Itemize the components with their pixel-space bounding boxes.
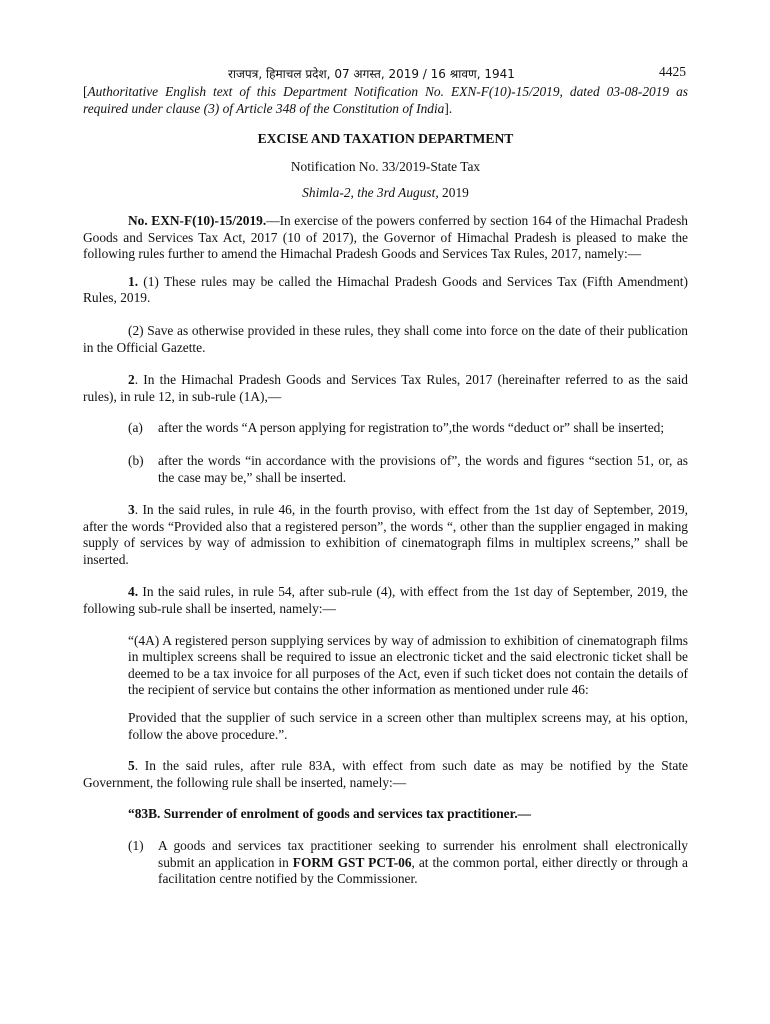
notification-number: Notification No. 33/2019-State Tax	[290, 158, 481, 174]
place-date-text: Shimla-2, the 3rd August,	[302, 185, 439, 201]
rule-4-number: 4.	[128, 584, 139, 600]
page-header	[83, 62, 688, 82]
clause-label: (a)	[128, 420, 143, 436]
clause-text: after the words “in accordance with the provisions of”, the words and figures “section 51, or, as the case may be,” shall be inserted.	[158, 452, 688, 485]
rule-2-number: 2	[128, 372, 135, 388]
department-title: EXCISE AND TAXATION DEPARTMENT	[257, 131, 514, 147]
rule-1-number: 1.	[128, 273, 139, 289]
rule-4-paragraph	[83, 584, 688, 617]
clause-text: after the words “A person applying for registration to”,the words “deduct or” shall be inserted;	[158, 420, 665, 436]
rule-2-clause-b	[83, 453, 688, 486]
authoritative-text-note	[83, 84, 688, 117]
gazette-header-hindi: राजपत्र, हिमाचल प्रदेश, 07 अगस्त, 2019 / 16 श्रावण, 1941	[228, 67, 515, 81]
subrule-text-pre: A goods and services tax practitioner seeking to surrender his enrolment shall electronically submit an application in	[158, 838, 688, 870]
form-name: FORM GST PCT-06	[292, 854, 412, 870]
rule-3-number: 3	[128, 502, 135, 518]
rule-5-text: . In the said rules, after rule 83A, with effect from such date as may be notified by the State Government, the following rule shall be inserted, namely:—	[83, 758, 688, 790]
rule-2-text: . In the Himachal Pradesh Goods and Services Tax Rules, 2017 (hereinafter referred to as the said rules), in rule 12, in sub-rule (1A),—	[83, 372, 688, 404]
rule-3-text: . In the said rules, in rule 46, in the fourth proviso, with effect from the 1st day of September, 2019, after the words “Provided also that a registered person”, the words “, other than the supplier engaged in making supply of services by way of admission to exhibition of cinematograph films in multiplex screens,” shall be inserted.	[83, 502, 688, 567]
subrule-label: (1)	[128, 838, 144, 853]
rule-2-clause-a	[83, 420, 688, 437]
rule-2-paragraph	[83, 372, 688, 405]
authoritative-text: Authoritative English text of this Department Notification No. EXN-F(10)-15/2019, dated 03-08-2019 as required under clause (3) of Article 348 of the Constitution of India	[83, 84, 688, 116]
place-date-year: 2019	[442, 185, 469, 201]
rule-5-paragraph	[83, 758, 688, 791]
preamble-text: —In exercise of the powers conferred by section 164 of the Himachal Pradesh Goods and Services Tax Act, 2017 (10 of 2017), the Governor of Himachal Pradesh is pleased to make the following rules further to amend the Himachal Pradesh Goods and Services Tax Rules, 2017, namely:—	[83, 212, 688, 262]
clause-label: (b)	[128, 452, 144, 468]
bracket-open: [	[83, 84, 88, 99]
rule-4-text: In the said rules, in rule 54, after sub-rule (4), with effect from the 1st day of September, 2019, the following sub-rule shall be inserted, namely:—	[83, 584, 688, 617]
subrule-text-post: , at the common portal, either directly or through a facilitation centre notified by the Commissioner.	[158, 854, 688, 887]
file-number: No. EXN-F(10)-15/2019.	[128, 212, 267, 228]
rule-83b-sub-1	[83, 838, 688, 888]
gazette-page	[83, 62, 688, 888]
rule-5-number: 5	[128, 758, 135, 774]
page-number: 4425	[659, 64, 686, 79]
rule-1-text: (1) These rules may be called the Himachal Pradesh Goods and Services Tax (Fifth Amendment) Rules, 2019.	[83, 273, 688, 306]
rule-1-paragraph	[83, 274, 688, 307]
preamble-paragraph	[83, 213, 688, 263]
rule-1-sub-2: (2) Save as otherwise provided in these rules, they shall come into force on the date of their publication in the Official Gazette.	[83, 322, 688, 355]
rule-83b-heading	[83, 806, 688, 823]
rule-4a-proviso: Provided that the supplier of such service in a screen other than multiplex screens may, at his option, follow the above procedure.”.	[128, 710, 688, 742]
bracket-close: ].	[444, 100, 453, 116]
rule-3-paragraph	[83, 502, 688, 568]
rule-83b-heading-text: “83B. Surrender of enrolment of goods and services tax practitioner.—	[128, 806, 532, 822]
place-and-date	[83, 185, 688, 202]
rule-4a-quote: “(4A) A registered person supplying services by way of admission to exhibition of cinematograph films in multiplex screens shall be required to issue an electronic ticket and the said electronic ticket shall be deemed to be a tax invoice for all purposes of the Act, even if such ticket does not contain the details of the recipient of service but contains the other information as mentioned under rule 46:	[128, 632, 688, 698]
